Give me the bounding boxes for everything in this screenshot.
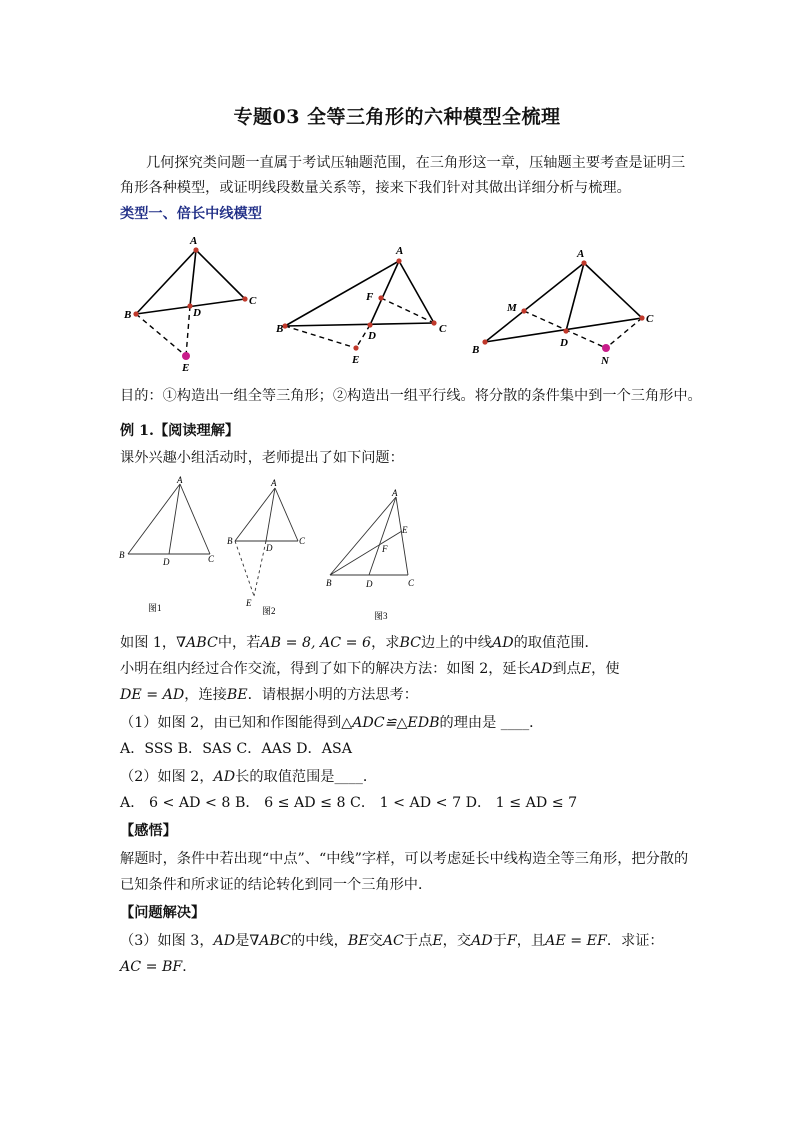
label-e: E (402, 525, 408, 535)
text: 于点 (403, 933, 433, 949)
label-f: F (366, 291, 374, 303)
page-title: 专题03 全等三角形的六种模型全梳理 (233, 106, 561, 128)
text: ．求证： (606, 933, 664, 949)
small-figure-1 (119, 475, 215, 613)
label-c: C (646, 313, 654, 325)
label-n: N (601, 355, 609, 367)
math-ad: AD (213, 769, 236, 785)
label-f: F (382, 544, 388, 554)
question-3 (120, 928, 664, 954)
small-figure-2 (227, 478, 306, 616)
text: （1）如图 2，由已知和作图能得到 (120, 715, 342, 731)
math-e: E (432, 933, 443, 949)
label-d: D (266, 543, 273, 553)
text: 到点 (552, 661, 581, 677)
problem-figures (110, 474, 430, 626)
caption-fig2: 图2 (262, 606, 276, 616)
math-bc: BC (399, 635, 421, 651)
math-ae-ef: AE = EF (545, 933, 607, 949)
label-a: A (392, 488, 398, 498)
text: 如图 1， (120, 635, 177, 651)
text: 的理由是 ____． (439, 715, 544, 731)
problem-intro: 课外兴趣小组活动时，老师提出了如下问题： (120, 450, 404, 466)
label-a: A (271, 478, 277, 488)
label-b: B (227, 536, 233, 546)
label-e: E (352, 354, 360, 366)
math-f: F (506, 933, 517, 949)
purpose-text: 目的：①构造出一组全等三角形；②构造出一组平行线。将分散的条件集中到一个三角形中。 (120, 388, 702, 404)
math-condition: AB = 8, AC = 6 (260, 635, 372, 651)
label-m: M (507, 302, 517, 314)
math-ac: AC (382, 933, 404, 949)
label-c: C (408, 578, 415, 588)
label-c: C (249, 295, 257, 307)
math-triangle: ∇ABC (176, 635, 218, 651)
math-ac-bf: AC = BF (120, 959, 183, 975)
text: 交 (368, 933, 383, 949)
label-b: B (472, 344, 480, 356)
example-tag: 【阅读理解】 (153, 423, 240, 439)
question-1-options: A．SSS B．SAS C．AAS D．ASA (120, 741, 352, 757)
text: ，交 (442, 933, 472, 949)
solve-tag: 【问题解决】 (120, 905, 206, 921)
text: ，求 (371, 635, 400, 651)
text: 小明在组内经过合作交流，得到了如下的解决方法：如图 2，延长 (120, 661, 531, 677)
insight-line-1: 解题时，条件中若出现“中点”、“中线”字样，可以考虑延长中线构造全等三角形，把分散的 (120, 851, 689, 867)
label-b: B (119, 550, 125, 560)
small-figure-3 (326, 488, 415, 621)
math-ad: AD (491, 635, 514, 651)
label-d: D (368, 330, 376, 342)
label-b: B (326, 578, 332, 588)
text: 长的取值范围是____． (235, 769, 378, 785)
math-ad: AD (471, 933, 493, 949)
text: ，连接 (184, 687, 227, 703)
text: ，且 (516, 933, 546, 949)
label-b: B (276, 323, 284, 335)
insight-tag: 【感悟】 (120, 823, 177, 839)
math-e: E (580, 661, 592, 677)
label-c: C (439, 323, 447, 335)
top-figure-1 (123, 235, 257, 374)
text: 边上的中线 (421, 635, 492, 651)
label-d: D (163, 557, 170, 567)
type1-heading: 类型一、倍长中线模型 (120, 206, 262, 222)
intro-line-2: 角形各种模型，或证明线段数量关系等，接来下我们针对其做出详细分析与梳理。 (120, 180, 631, 196)
text: 的中线， (291, 933, 348, 949)
text: 是 (235, 933, 250, 949)
question-line-2 (120, 656, 620, 682)
label-e: E (246, 598, 252, 608)
label-d: D (366, 579, 373, 589)
question-2-options: A． 6 < AD < 8 B． 6 ≤ AD ≤ 8 C． 1 < AD < 7 D． 1 ≤ AD ≤ 7 (120, 795, 578, 811)
math-ad: AD (530, 661, 553, 677)
math-de-ad: DE = AD (120, 687, 185, 703)
label-c: C (208, 554, 215, 564)
math-triangle: ∇ABC (249, 933, 292, 949)
top-figure-2 (275, 245, 447, 366)
text: （2）如图 2， (120, 769, 214, 785)
question-2 (120, 764, 377, 790)
text: （3）如图 3， (120, 933, 214, 949)
example-label: 例 1. (120, 423, 154, 439)
label-a: A (190, 235, 198, 247)
label-d: D (193, 307, 201, 319)
top-figures (110, 228, 690, 378)
example-heading (120, 418, 239, 444)
label-b: B (124, 309, 132, 321)
insight-line-2: 已知条件和所求证的结论转化到同一个三角形中． (120, 877, 433, 893)
label-e: E (182, 362, 190, 374)
question-3-conclusion (120, 954, 196, 980)
text: 于 (492, 933, 507, 949)
text: ．请根据小明的方法思考： (247, 687, 418, 703)
label-c: C (299, 536, 306, 546)
label-a: A (577, 248, 585, 260)
top-figure-3 (471, 248, 654, 367)
label-d: D (560, 337, 568, 349)
question-line-3 (120, 682, 418, 708)
question-1 (120, 710, 543, 736)
question-line-1 (120, 630, 599, 656)
caption-fig1: 图1 (148, 603, 162, 613)
math-ad: AD (213, 933, 236, 949)
intro-line-1: 几何探究类问题一直属于考试压轴题范围，在三角形这一章，压轴题主要考查是证明三 (146, 155, 686, 171)
text: ． (182, 959, 197, 975)
math-be: BE (226, 687, 248, 703)
label-a: A (177, 475, 183, 485)
caption-fig3: 图3 (374, 611, 388, 621)
text: 中，若 (217, 635, 261, 651)
math-be: BE (347, 933, 369, 949)
math-congruence: △ADC≌△EDB (341, 715, 440, 731)
text: ，使 (591, 661, 620, 677)
text: 的取值范围． (513, 635, 599, 651)
label-a: A (396, 245, 404, 257)
